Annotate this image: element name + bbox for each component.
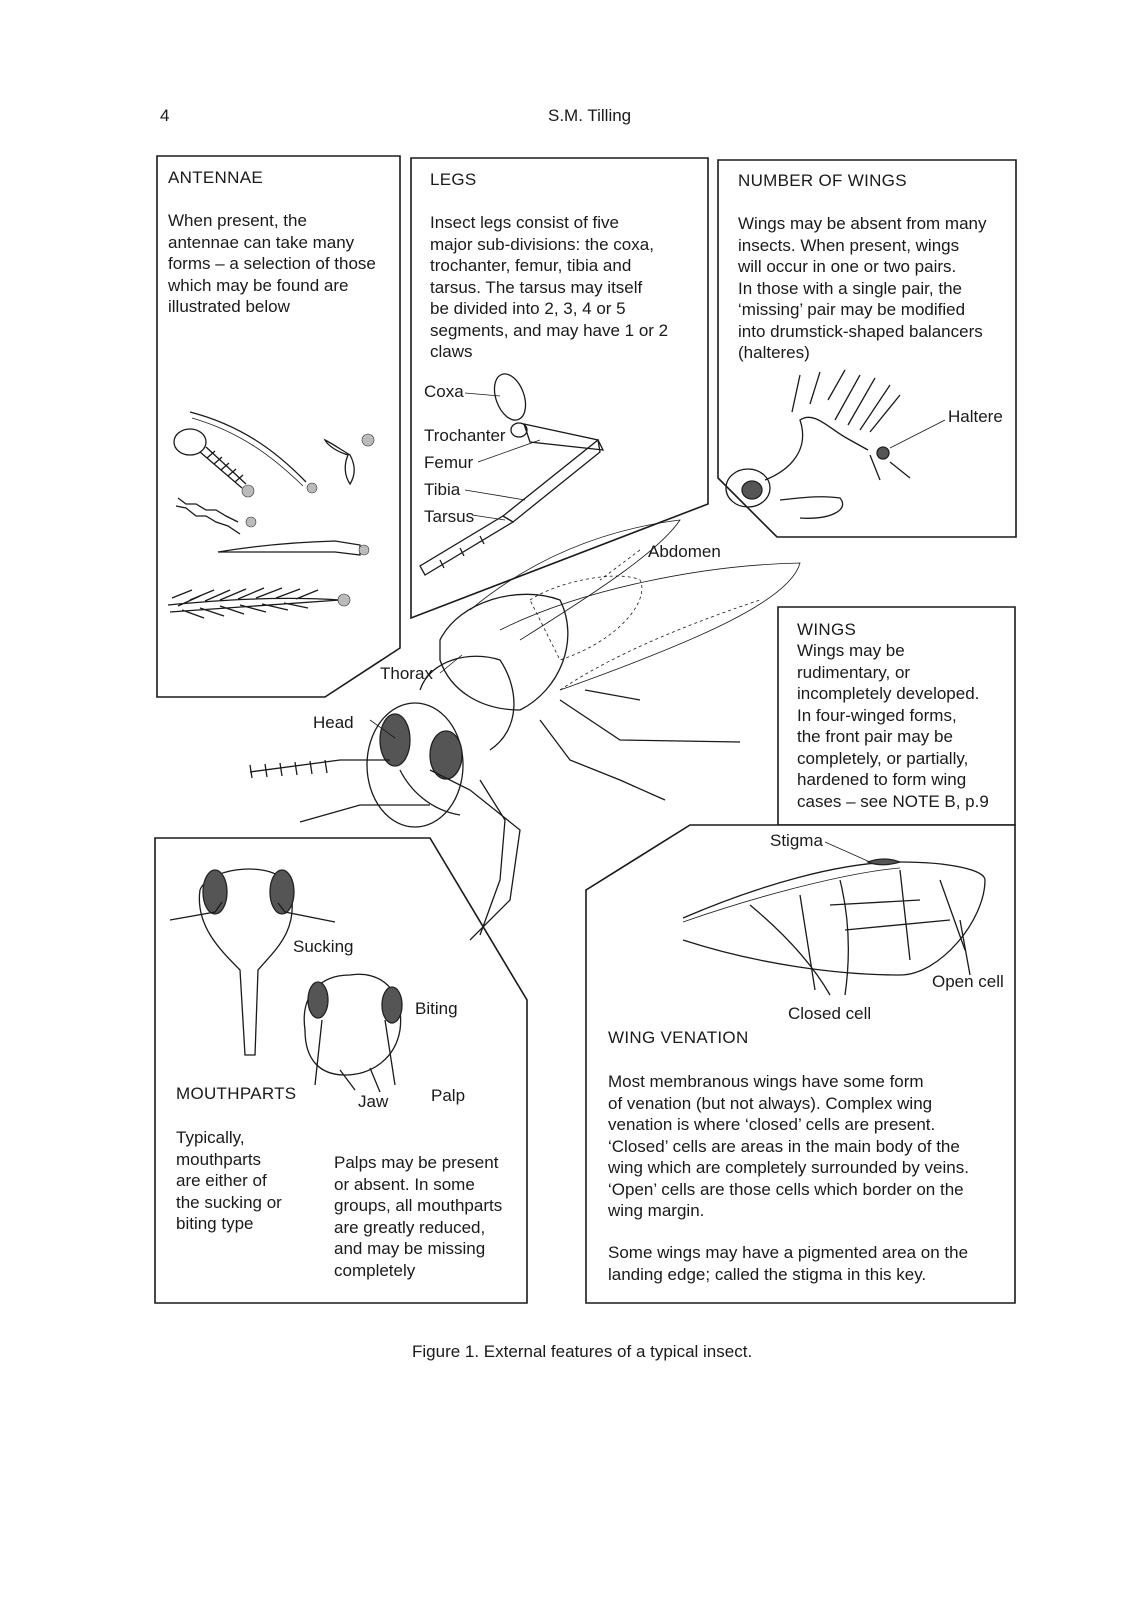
label-tarsus: Tarsus <box>424 507 475 526</box>
label-closed-cell: Closed cell <box>788 1004 872 1023</box>
label-coxa: Coxa <box>424 382 464 401</box>
wings-title: WINGS <box>797 620 857 639</box>
antennae-title: ANTENNAE <box>168 168 263 187</box>
wings-text: Wings may be rudimentary, or incompletely developed. In four-winged forms, the front pair may be completely, or partially, hardened to form wing cases – see NOTE B, p.9 <box>797 641 989 811</box>
page-number: 4 <box>160 106 170 125</box>
antennae-text: When present, the antennae can take many forms – a selection of those which may be found are illustrated below <box>168 211 376 316</box>
label-jaw: Jaw <box>358 1092 389 1111</box>
label-abdomen: Abdomen <box>648 542 721 561</box>
wing-venation-title: WING VENATION <box>608 1028 749 1047</box>
legs-title: LEGS <box>430 170 477 189</box>
label-sucking: Sucking <box>293 937 354 956</box>
label-palp: Palp <box>431 1086 466 1105</box>
number-of-wings-title: NUMBER OF WINGS <box>738 171 907 190</box>
figure-caption: Figure 1. External features of a typical insect. <box>412 1342 753 1361</box>
label-biting: Biting <box>415 999 458 1018</box>
wing-venation-text-2: Some wings may have a pigmented area on the landing edge; called the stigma in this key. <box>608 1243 969 1284</box>
running-header-author: S.M. Tilling <box>548 106 632 125</box>
number-of-wings-text: Wings may be absent from many insects. When present, wings will occur in one or two pairs. In those with a single pair, the ‘missing’ pair may be modified into drumstick-shaped balancers (halteres) <box>738 214 987 362</box>
label-tibia: Tibia <box>424 480 461 499</box>
label-open-cell: Open cell <box>932 972 1004 991</box>
mouthparts-text-left: Typically, mouthparts are either of the sucking or biting type <box>176 1128 282 1233</box>
label-head: Head <box>313 713 354 732</box>
mouthparts-text-right: Palps may be present or absent. In some groups, all mouthparts are greatly reduced, and may be missing completely <box>334 1153 503 1280</box>
label-trochanter: Trochanter <box>424 426 506 445</box>
mouthparts-title: MOUTHPARTS <box>176 1084 297 1103</box>
label-femur: Femur <box>424 453 474 472</box>
label-haltere: Haltere <box>948 407 1003 426</box>
label-stigma: Stigma <box>770 831 823 850</box>
legs-text: Insect legs consist of five major sub-divisions: the coxa, trochanter, femur, tibia and tarsus. The tarsus may itself be divided into 2, 3, 4 or 5 segments, and may have 1 or 2 claws <box>430 213 669 361</box>
wing-venation-text-1: Most membranous wings have some form of venation (but not always). Complex wing venation is where ‘closed’ cells are present. ‘Closed’ cells are areas in the main body of the wing which are completely surrounded by veins. ‘Open’ cells are those cells which border on the wing margin. <box>608 1072 969 1220</box>
label-thorax: Thorax <box>380 664 433 683</box>
